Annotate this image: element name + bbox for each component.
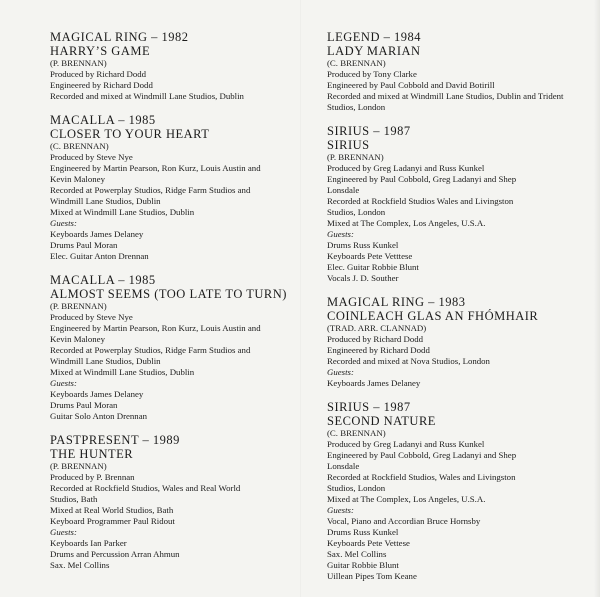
- credit-line: Windmill Lane Studios, Dublin: [50, 196, 161, 206]
- credit-line: Keyboards James Delaney: [50, 389, 144, 399]
- credit-line: Lonsdale: [327, 461, 360, 471]
- credit-line: Engineered by Richard Dodd: [327, 345, 430, 355]
- track-credit: [50, 433, 295, 571]
- credit-line: Keyboards Pete Vettese: [327, 538, 410, 548]
- track-credit: [50, 273, 295, 422]
- credit-line: Mixed at Windmill Lane Studios, Dublin: [50, 207, 195, 217]
- track-credit: [327, 30, 572, 113]
- guests-label: Guests:: [327, 229, 354, 239]
- credit-line: Uillean Pipes Tom Keane: [327, 571, 417, 581]
- credit-line: Recorded at Rockfield Studios, Wales and Real World: [50, 483, 241, 493]
- track-credit: [50, 30, 295, 102]
- credit-line: Kevin Maloney: [50, 174, 105, 184]
- credit-line: Studios, London: [327, 102, 386, 112]
- album-year: MAGICAL RING – 1982: [50, 30, 189, 44]
- credit-line: Keyboards James Delaney: [50, 229, 144, 239]
- credit-line: Sax. Mel Collins: [50, 560, 110, 570]
- credit-line: (P. BRENNAN): [50, 301, 107, 311]
- credit-line: Windmill Lane Studios, Dublin: [50, 356, 161, 366]
- credit-line: Recorded and mixed at Windmill Lane Studios, Dublin: [50, 91, 244, 101]
- track-credit: [327, 124, 572, 284]
- credit-line: Vocals J. D. Souther: [327, 273, 399, 283]
- credit-line: Keyboards Ian Parker: [50, 538, 127, 548]
- credit-line: Keyboard Programmer Paul Ridout: [50, 516, 175, 526]
- credit-line: Lonsdale: [327, 185, 360, 195]
- credit-line: Drums Russ Kunkel: [327, 240, 399, 250]
- credit-line: Studios, London: [327, 483, 386, 493]
- track-title: COINLEACH GLAS AN FHÓMHAIR: [327, 309, 539, 323]
- right-column: [327, 30, 572, 593]
- credit-line: Vocal, Piano and Accordian Bruce Hornsby: [327, 516, 481, 526]
- credit-line: Keyboards James Delaney: [327, 378, 421, 388]
- album-year: MAGICAL RING – 1983: [327, 295, 466, 309]
- page-fold: [300, 0, 301, 597]
- credit-line: Engineered by Richard Dodd: [50, 80, 153, 90]
- page-edge-shadow: [594, 0, 600, 597]
- album-year: MACALLA – 1985: [50, 273, 156, 287]
- guests-label: Guests:: [50, 218, 77, 228]
- guests-label: Guests:: [50, 378, 77, 388]
- credit-line: Guitar Robbie Blunt: [327, 560, 399, 570]
- credit-line: Recorded and mixed at Windmill Lane Studios, Dublin and Trident: [327, 91, 564, 101]
- credit-line: (P. BRENNAN): [50, 461, 107, 471]
- credit-line: Mixed at The Complex, Los Angeles, U.S.A.: [327, 494, 486, 504]
- track-title: ALMOST SEEMS (TOO LATE TO TURN): [50, 287, 287, 301]
- credit-line: (P. BRENNAN): [327, 152, 384, 162]
- credit-line: Drums Russ Kunkel: [327, 527, 399, 537]
- track-title: SECOND NATURE: [327, 414, 436, 428]
- credit-line: Elec. Guitar Anton Drennan: [50, 251, 149, 261]
- credit-line: Recorded and mixed at Nova Studios, London: [327, 356, 490, 366]
- credit-line: Elec. Guitar Robbie Blunt: [327, 262, 419, 272]
- credit-line: Produced by Tony Clarke: [327, 69, 417, 79]
- credit-line: Engineered by Paul Cobbold, Greg Ladanyi and Shep: [327, 174, 517, 184]
- credit-line: Recorded at Rockfield Studios Wales and Livingston: [327, 196, 514, 206]
- credit-line: Drums and Percussion Arran Ahmun: [50, 549, 180, 559]
- credit-line: Mixed at The Complex, Los Angeles, U.S.A.: [327, 218, 486, 228]
- credit-line: Studios, Bath: [50, 494, 98, 504]
- album-year: LEGEND – 1984: [327, 30, 421, 44]
- credit-line: Engineered by Paul Cobbold and David Botirill: [327, 80, 495, 90]
- credit-line: Mixed at Real World Studios, Bath: [50, 505, 174, 515]
- credit-line: (C. BRENNAN): [50, 141, 109, 151]
- track-title: SIRIUS: [327, 138, 370, 152]
- credit-line: Produced by Steve Nye: [50, 312, 133, 322]
- track-credit: [327, 400, 572, 582]
- credit-line: Engineered by Martin Pearson, Ron Kurz, Louis Austin and: [50, 323, 261, 333]
- album-year: MACALLA – 1985: [50, 113, 156, 127]
- credit-line: Drums Paul Moran: [50, 240, 118, 250]
- track-credit: [327, 295, 572, 389]
- track-title: LADY MARIAN: [327, 44, 421, 58]
- guests-label: Guests:: [327, 505, 354, 515]
- credit-line: Produced by P. Brennan: [50, 472, 135, 482]
- credit-line: (P. BRENNAN): [50, 58, 107, 68]
- track-title: THE HUNTER: [50, 447, 134, 461]
- album-year: PASTPRESENT – 1989: [50, 433, 180, 447]
- credit-line: Produced by Richard Dodd: [327, 334, 424, 344]
- credit-line: Engineered by Paul Cobbold, Greg Ladanyi and Shep: [327, 450, 517, 460]
- guests-label: Guests:: [50, 527, 77, 537]
- credit-line: Sax. Mel Collins: [327, 549, 387, 559]
- credit-line: Drums Paul Moran: [50, 400, 118, 410]
- credit-line: Recorded at Powerplay Studios, Ridge Farm Studios and: [50, 345, 251, 355]
- credit-line: Produced by Greg Ladanyi and Russ Kunkel: [327, 439, 485, 449]
- album-year: SIRIUS – 1987: [327, 400, 411, 414]
- credit-line: Produced by Steve Nye: [50, 152, 133, 162]
- guests-label: Guests:: [327, 367, 354, 377]
- credit-line: Produced by Richard Dodd: [50, 69, 147, 79]
- credit-line: Kevin Maloney: [50, 334, 105, 344]
- credit-line: (C. BRENNAN): [327, 428, 386, 438]
- credit-line: Engineered by Martin Pearson, Ron Kurz, Louis Austin and: [50, 163, 261, 173]
- credit-line: Studios, London: [327, 207, 386, 217]
- credit-line: Guitar Solo Anton Drennan: [50, 411, 147, 421]
- album-year: SIRIUS – 1987: [327, 124, 411, 138]
- track-credit: [50, 113, 295, 262]
- credit-line: Produced by Greg Ladanyi and Russ Kunkel: [327, 163, 485, 173]
- left-column: [50, 30, 295, 582]
- credit-line: Recorded at Powerplay Studios, Ridge Farm Studios and: [50, 185, 251, 195]
- credit-line: Keyboards Pete Vetttese: [327, 251, 413, 261]
- track-title: CLOSER TO YOUR HEART: [50, 127, 210, 141]
- track-title: HARRY’S GAME: [50, 44, 151, 58]
- credit-line: (TRAD. ARR. CLANNAD): [327, 323, 427, 333]
- credit-line: Mixed at Windmill Lane Studios, Dublin: [50, 367, 195, 377]
- credit-line: Recorded at Rockfield Studios, Wales and Livingston: [327, 472, 516, 482]
- credit-line: (C. BRENNAN): [327, 58, 386, 68]
